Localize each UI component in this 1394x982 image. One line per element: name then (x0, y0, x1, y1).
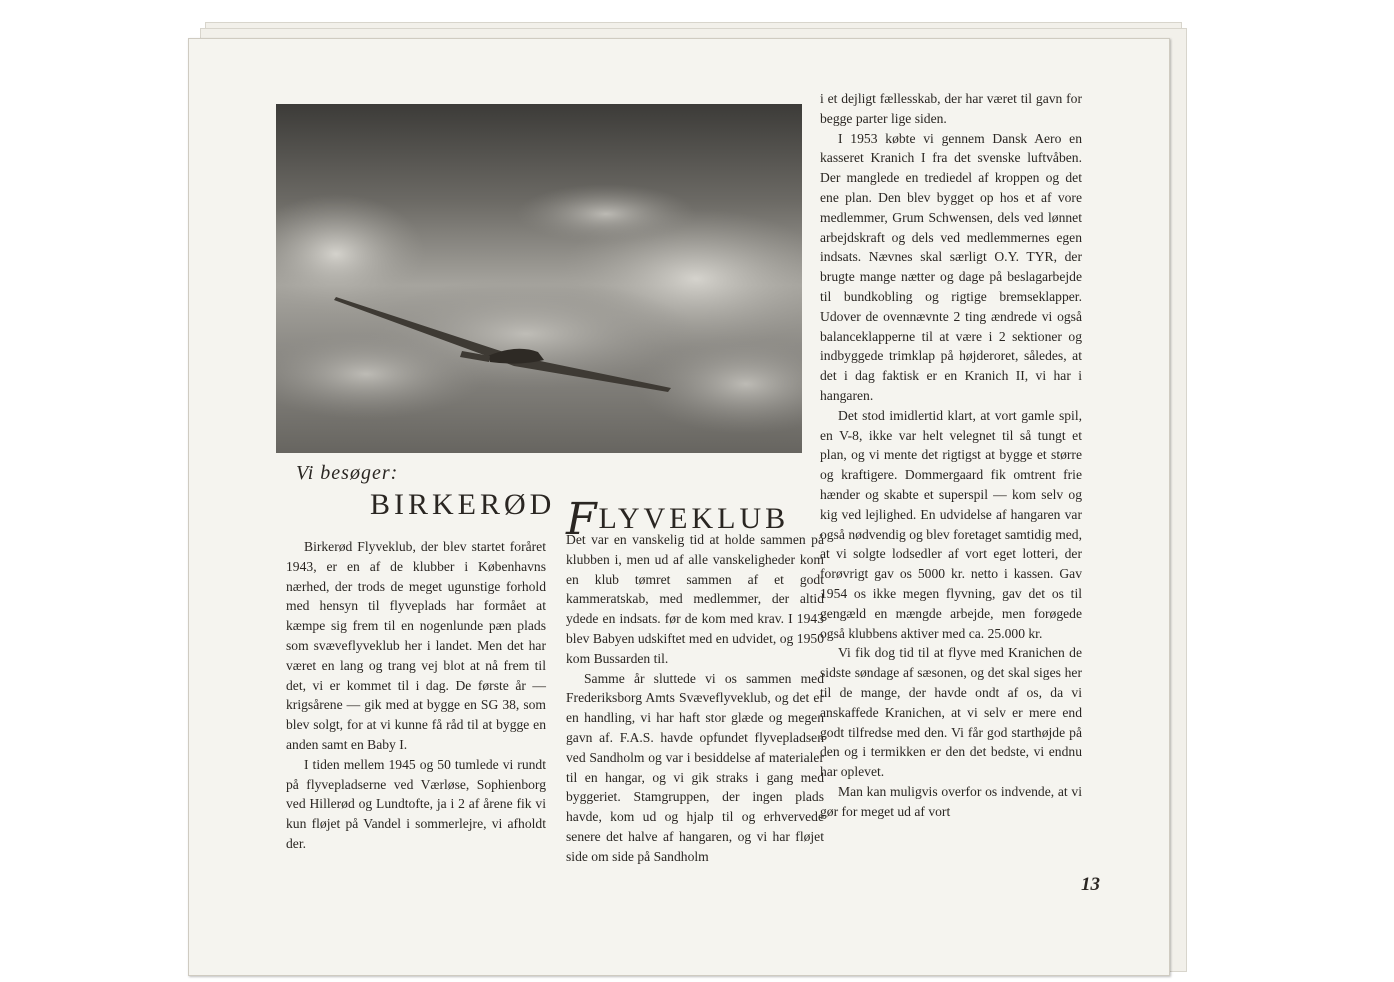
text-column-2 (566, 530, 824, 867)
text-column-1 (286, 537, 546, 854)
glider-photo (276, 104, 802, 453)
title-part2: LYVEKLUB (598, 502, 790, 535)
paragraph: Man kan muligvis overfor os indvende, at vi gør for meget ud af vort (820, 783, 1082, 819)
page-number: 13 (1081, 874, 1100, 895)
title-part1: BIRKERØD (370, 488, 556, 521)
text-column-3 (820, 89, 1082, 821)
paragraph: I 1953 købte vi gennem Dansk Aero en kasseret Kranich I fra det svenske luftvåben. Der manglede en trediedel af kroppen og det ene plan. Den blev bygget op hos et af vore medlemmer, Grum Schwensen, dels ved lønnet arbejdskraft og dels ved medlemmernes egen indsats. Nævnes skal særligt O.Y. TYR, der brugte mange nætter og dage på beslagarbejde til bundkobling og rigtige bremseklapper. Udover de ovennævnte 2 ting ændrede vi også balanceklapperne til at være i 2 sektioner og indbyggede trimklap på højderoret, således, at det i dag faktisk er en Kranich II, vi har i hangaren. (820, 130, 1082, 403)
paragraph: Det stod imidlertid klart, at vort gamle spil, en V-8, ikke var helt velegnet til så tungt et plan, og vi mente det rigtigst at bygge et større og kraftigere. Dommergaard fik omtrent frie hænder og skabte et superspil — kom selv og kig ved lejlighed. En udvidelse af hangaren var også nødvendig og blev foretaget samtidig med, at vi solgte lodsedler af vort eget lotteri, der forøvrigt gav os 5000 kr. netto i kassen. Gav 1954 os ikke megen flyvning, gav det os til gengæld en mængde arbejde, men forøgede også klubbens aktiver med ca. 25.000 kr. (820, 407, 1082, 641)
article-kicker: Vi besøger: (296, 462, 399, 484)
article-title (370, 488, 790, 545)
title-initial: F (566, 494, 601, 545)
paragraph: I tiden mellem 1945 og 50 tumlede vi rundt på flyvepladserne ved Værløse, Sophienborg ved Hillerød og Lundtofte, ja i 2 af årene fik vi kun fløjet på Vandel i sommerlejre, vi afholdt der. (286, 756, 546, 851)
paragraph: Birkerød Flyveklub, der blev startet foråret 1943, er en af de klubber i Københavns nærhed, der trods de meget ugunstige forhold med hensyn til flyveplads har formået at kæmpe sig frem til en nogenlunde pæn plads som svæveflyveklub her i landet. Men det har været en lang og trang vej blot at nå frem til det, vi er kommet til i dag. De første år — krigsårene — gik med at bygge en SG 38, som blev solgt, for at vi kunne få råd til at bygge en anden samt en Baby I. (286, 539, 546, 752)
paragraph: Samme år sluttede vi os sammen med Frederiksborg Amts Svæveflyveklub, og det er en handling, vi har haft stor glæde og megen gavn af. F.A.S. havde opfundet flyvepladsen ved Sandholm og var i besiddelse af materialer til en hangar, og vi gik straks i gang med byggeriet. Stamgruppen, der ingen plads havde, kom ud og hjalp til og erhvervede senere det halve af hangaren, og vi har fløjet side om side på Sandholm (566, 670, 824, 864)
glider-illustration (276, 104, 802, 453)
paragraph: Det var en vanskelig tid at holde sammen på klubben i, men ud af alle vanskeligheder kom en klub tømret sammen af et godt kammeratskab, med medlemmer, der altid ydede en indsats. før de kom med krav. I 1943 blev Babyen udskiftet med en udvidet, og 1950 kom Bussarden til. (566, 532, 824, 666)
paragraph: i et dejligt fællesskab, der har været til gavn for begge parter lige siden. (820, 91, 1082, 126)
paragraph: Vi fik dog tid til at flyve med Kranichen de sidste søndage af sæsonen, og det skal siges her til de mange, der havde ondt af os, da vi anskaffede Kranichen, at vi selv er mere end godt tilfredse med den. Vi får god starthøjde på den og i termikken er den det bedste, vi endnu har oplevet. (820, 645, 1082, 780)
